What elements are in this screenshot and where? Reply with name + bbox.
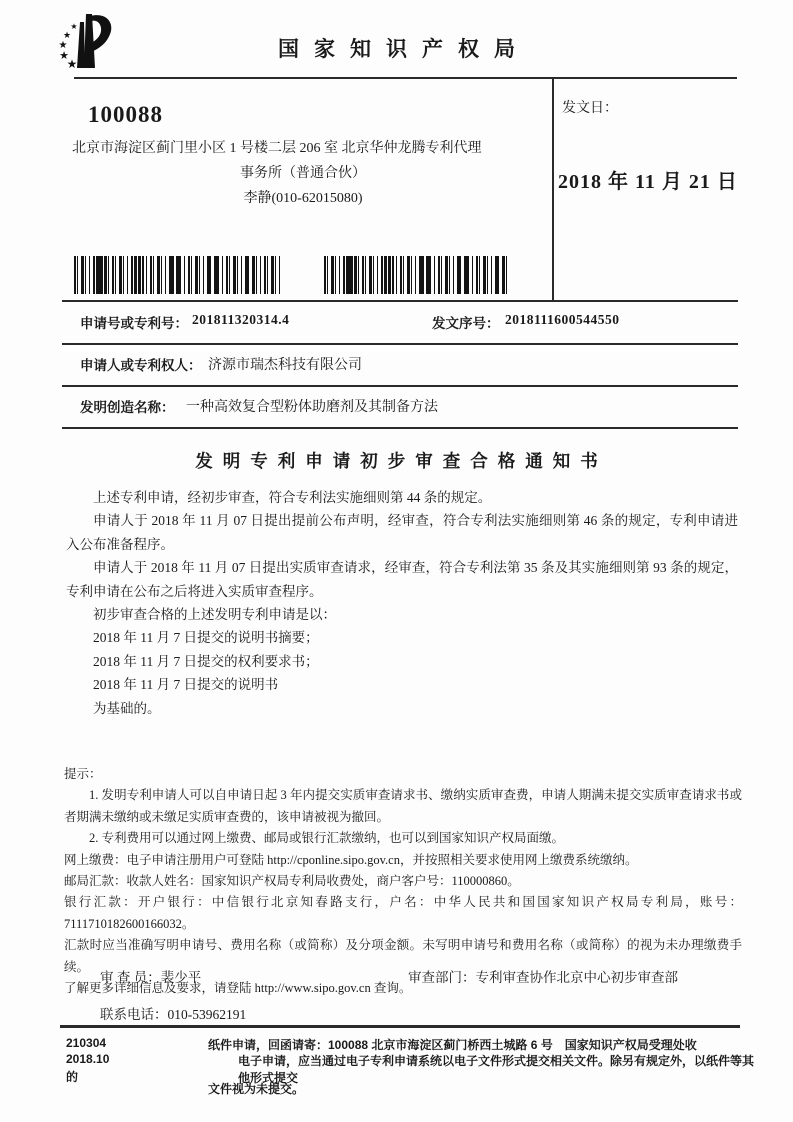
rule-under-applicant	[62, 385, 738, 387]
app-no-value: 201811320314.4	[192, 312, 290, 327]
recipient-address	[72, 136, 534, 211]
barcode-application	[74, 256, 280, 294]
footer-rule	[60, 1025, 740, 1028]
note-item: 银行汇款：开户银行：中信银行北京知春路支行，户名：中华人民共和国国家知识产权局专利局，账号： 7111710182600166032。	[64, 895, 742, 931]
body-paragraph: 2018 年 11 月 7 日提交的说明书摘要；	[93, 630, 319, 646]
phone-label: 联系电话：	[100, 1007, 168, 1022]
footer-line2: 电子申请，应当通过电子专利申请系统以电子文件形式提交相关文件。除另有规定外，以纸件等其他形式提交	[238, 1054, 755, 1085]
footer-line3: 文件视为未提交。	[208, 1082, 305, 1096]
applicant-label: 申请人或专利权人：	[80, 358, 202, 373]
rule-under-barcode	[62, 300, 738, 302]
note-item: 网上缴费：电子申请注册用户可登陆 http://cponline.sipo.gov.cn，并按照相关要求使用网上缴费系统缴纳。	[64, 852, 638, 867]
body-paragraph: 为基础的。	[93, 700, 161, 716]
svg-text:★: ★	[62, 31, 72, 41]
invention-label: 发明创造名称：	[80, 400, 175, 415]
body-paragraph: 2018 年 11 月 7 日提交的权利要求书；	[93, 653, 319, 669]
barcode-serial	[324, 256, 510, 294]
serial-value: 2018111600544550	[505, 312, 620, 327]
recipient-address-line1: 北京市海淀区蓟门里小区 1 号楼二层 206 室 北京华仲龙腾专利代理	[72, 141, 482, 156]
issue-date-value: 2018 年 11 月 21 日	[558, 171, 738, 193]
recipient-postcode: 100088	[88, 102, 163, 127]
examiner-name: 裴少平	[160, 970, 202, 985]
document-title: 发明专利申请初步审查合格通知书	[195, 451, 608, 471]
invention-value: 一种高效复合型粉体助磨剂及其制备方法	[186, 400, 438, 415]
agency-title: 国家知识产权局	[278, 38, 530, 61]
examiner-line	[100, 966, 201, 986]
issue-date-label: 发文日：	[562, 101, 618, 116]
header-rule	[74, 77, 737, 79]
department-label: 审查部门：	[408, 970, 476, 985]
recipient-address-line2: 事务所（普通合伙）	[240, 166, 366, 181]
note-item: 1. 发明专利申请人可以自申请日起 3 年内提交实质审查请求书、缴纳实质审查费，申请人期满未提交实质审查请求书或者期满未缴纳或未缴足实质审查费的，该申请被视为撤回。	[64, 788, 742, 824]
footer-form-code: 210304	[66, 1036, 107, 1050]
body-paragraph: 2018 年 11 月 7 日提交的说明书	[93, 677, 279, 693]
svg-text:★: ★	[58, 40, 68, 51]
note-item: 2. 专利费用可以通过网上缴费、邮局或银行汇款缴纳，也可以到国家知识产权局面缴。	[89, 831, 565, 846]
footer-line1: 纸件申请，回函请寄：100088 北京市海淀区蓟门桥西土城路 6 号 国家知识产权局受理处收	[208, 1038, 697, 1052]
department-name: 专利审查协作北京中心初步审查部	[475, 970, 678, 985]
note-item: 邮局汇款：收款人姓名：国家知识产权局专利局收费处，商户客户号：110000860。	[64, 874, 520, 889]
phone-line	[100, 1003, 246, 1023]
notes-section	[64, 764, 742, 999]
rule-under-appno	[62, 343, 738, 345]
body-paragraph: 上述专利申请，经初步审查，符合专利法实施细则第 44 条的规定。	[93, 490, 492, 505]
body-paragraph: 初步审查合格的上述发明专利申请是以：	[93, 607, 336, 623]
footer-stray-char: 的	[66, 1070, 79, 1084]
notes-heading: 提示：	[64, 767, 102, 781]
serial-label: 发文序号：	[432, 316, 500, 331]
svg-text:★: ★	[59, 49, 69, 62]
applicant-value: 济源市瑞杰科技有限公司	[208, 358, 362, 373]
note-item: 汇款时应当准确写明申请号、费用名称（或简称）及分项金额。未写明申请号和费用名称（或简称）的视为未办理缴费手续。	[64, 938, 742, 974]
svg-text:★: ★	[70, 22, 78, 31]
phone-value: 010-53962191	[167, 1007, 247, 1022]
examiner-label: 审 查 员：	[100, 970, 161, 985]
note-item: 了解更多详细信息及要求，请登陆 http://www.sipo.gov.cn 查询。	[64, 981, 412, 996]
body-text	[66, 486, 738, 720]
app-no-label: 申请号或专利号：	[80, 316, 188, 331]
date-box-border	[552, 77, 554, 301]
footer-form-date: 2018.10	[66, 1052, 110, 1066]
department-line	[408, 966, 678, 986]
recipient-contact: 李静(010-62015080)	[243, 191, 363, 206]
svg-text:★: ★	[66, 57, 78, 70]
body-paragraph: 申请人于 2018 年 11 月 07 日提出提前公布声明，经审查，符合专利法实施细则第 46 条的规定，专利申请进入公布准备程序。	[66, 513, 738, 552]
rule-under-invention	[62, 427, 738, 429]
body-paragraph: 申请人于 2018 年 11 月 07 日提出实质审查请求，经审查，符合专利法第 35 条及其实施细则第 93 条的规定，专利申请在公布之后将进入实质审查程序。	[66, 560, 738, 599]
